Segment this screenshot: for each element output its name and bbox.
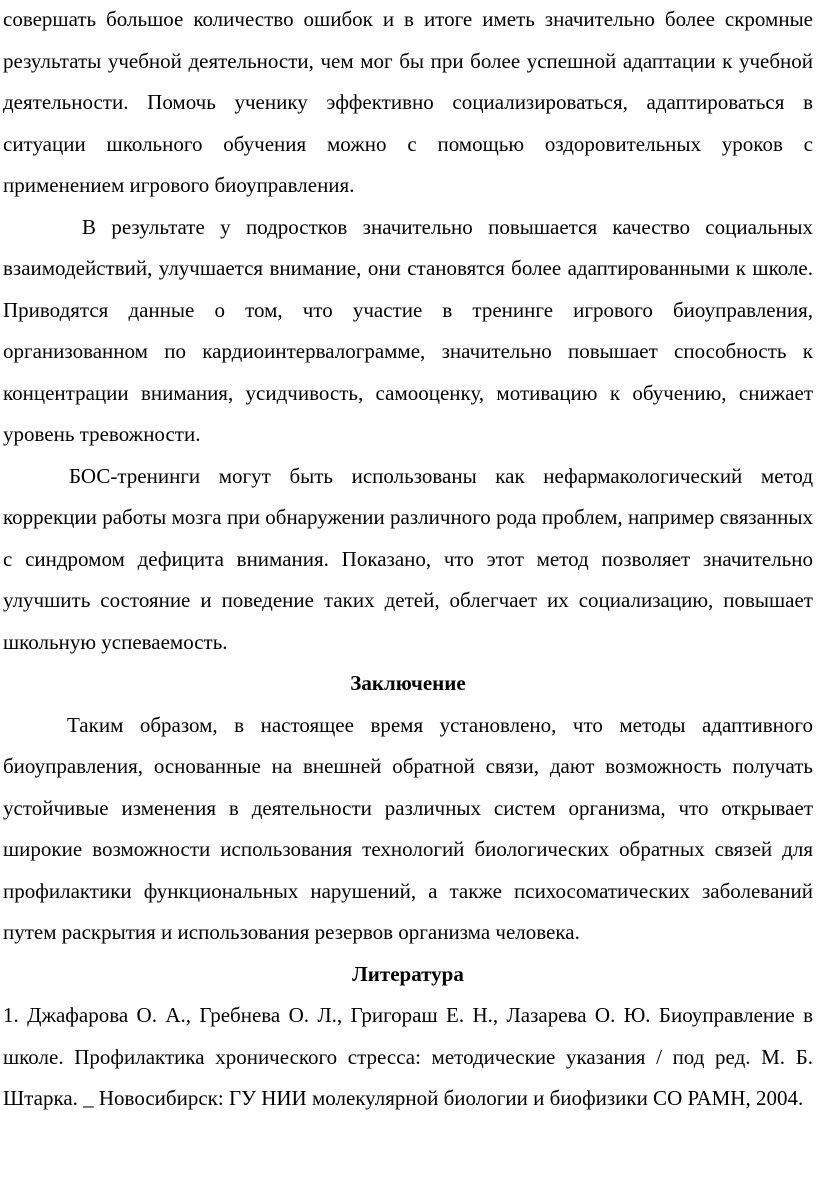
- document-page: [3, 0, 813, 1120]
- paragraph-intro: совершать большое количество ошибок и в итоге иметь значительно более скромные результаты учебной деятельности, чем мог бы при более успешной адаптации к учебной деятельности. Помочь ученику эффективно социализироваться, адаптироваться в ситуации школьного обучения можно с помощью оздоровительных уроков с применением игрового биоуправления.: [3, 7, 813, 197]
- paragraph-bos-training: БОС-тренинги могут быть использованы как нефармакологический метод коррекции работы мозга при обнаружении различного рода проблем, например связанных с синдромом дефицита внимания. Показано, что этот метод позволяет значительно улучшить состояние и поведение таких детей, облегчает их социализацию, повышает школьную успеваемость.: [3, 463, 813, 654]
- reference-item: 1. Джафарова О. А., Гребнева О. Л., Григораш Е. Н., Лазарева О. Ю. Биоуправление в школе. Профилактика хронического стресса: методические указания / под ред. М. Б. Штарка. _ Новосибирск: ГУ НИИ молекулярной биологии и биофизики СО РАМН, 2004.: [3, 1003, 813, 1110]
- paragraph-results: В результате у подростков значительно повышается качество социальных взаимодействий, улучшается внимание, они становятся более адаптированными к школе. Приводятся данные о том, что участие в тренинге игрового биоуправления, организованном по кардиоинтервалограмме, значительно повышает способность к концентрации внимания, усидчивость, самооценку, мотивацию к обучению, снижает уровень тревожности.: [3, 214, 813, 446]
- heading-references: Литература: [352, 961, 464, 986]
- paragraph-conclusion: Таким образом, в настоящее время установлено, что методы адаптивного биоуправления, основанные на внешней обратной связи, дают возможность получать устойчивые изменения в деятельности различных систем организма, что открывает широкие возможности использования технологий биологических обратных связей для профилактики функциональных нарушений, а также психосоматических заболеваний путем раскрытия и использования резервов организма человека.: [3, 712, 813, 944]
- heading-conclusion: Заключение: [350, 671, 466, 695]
